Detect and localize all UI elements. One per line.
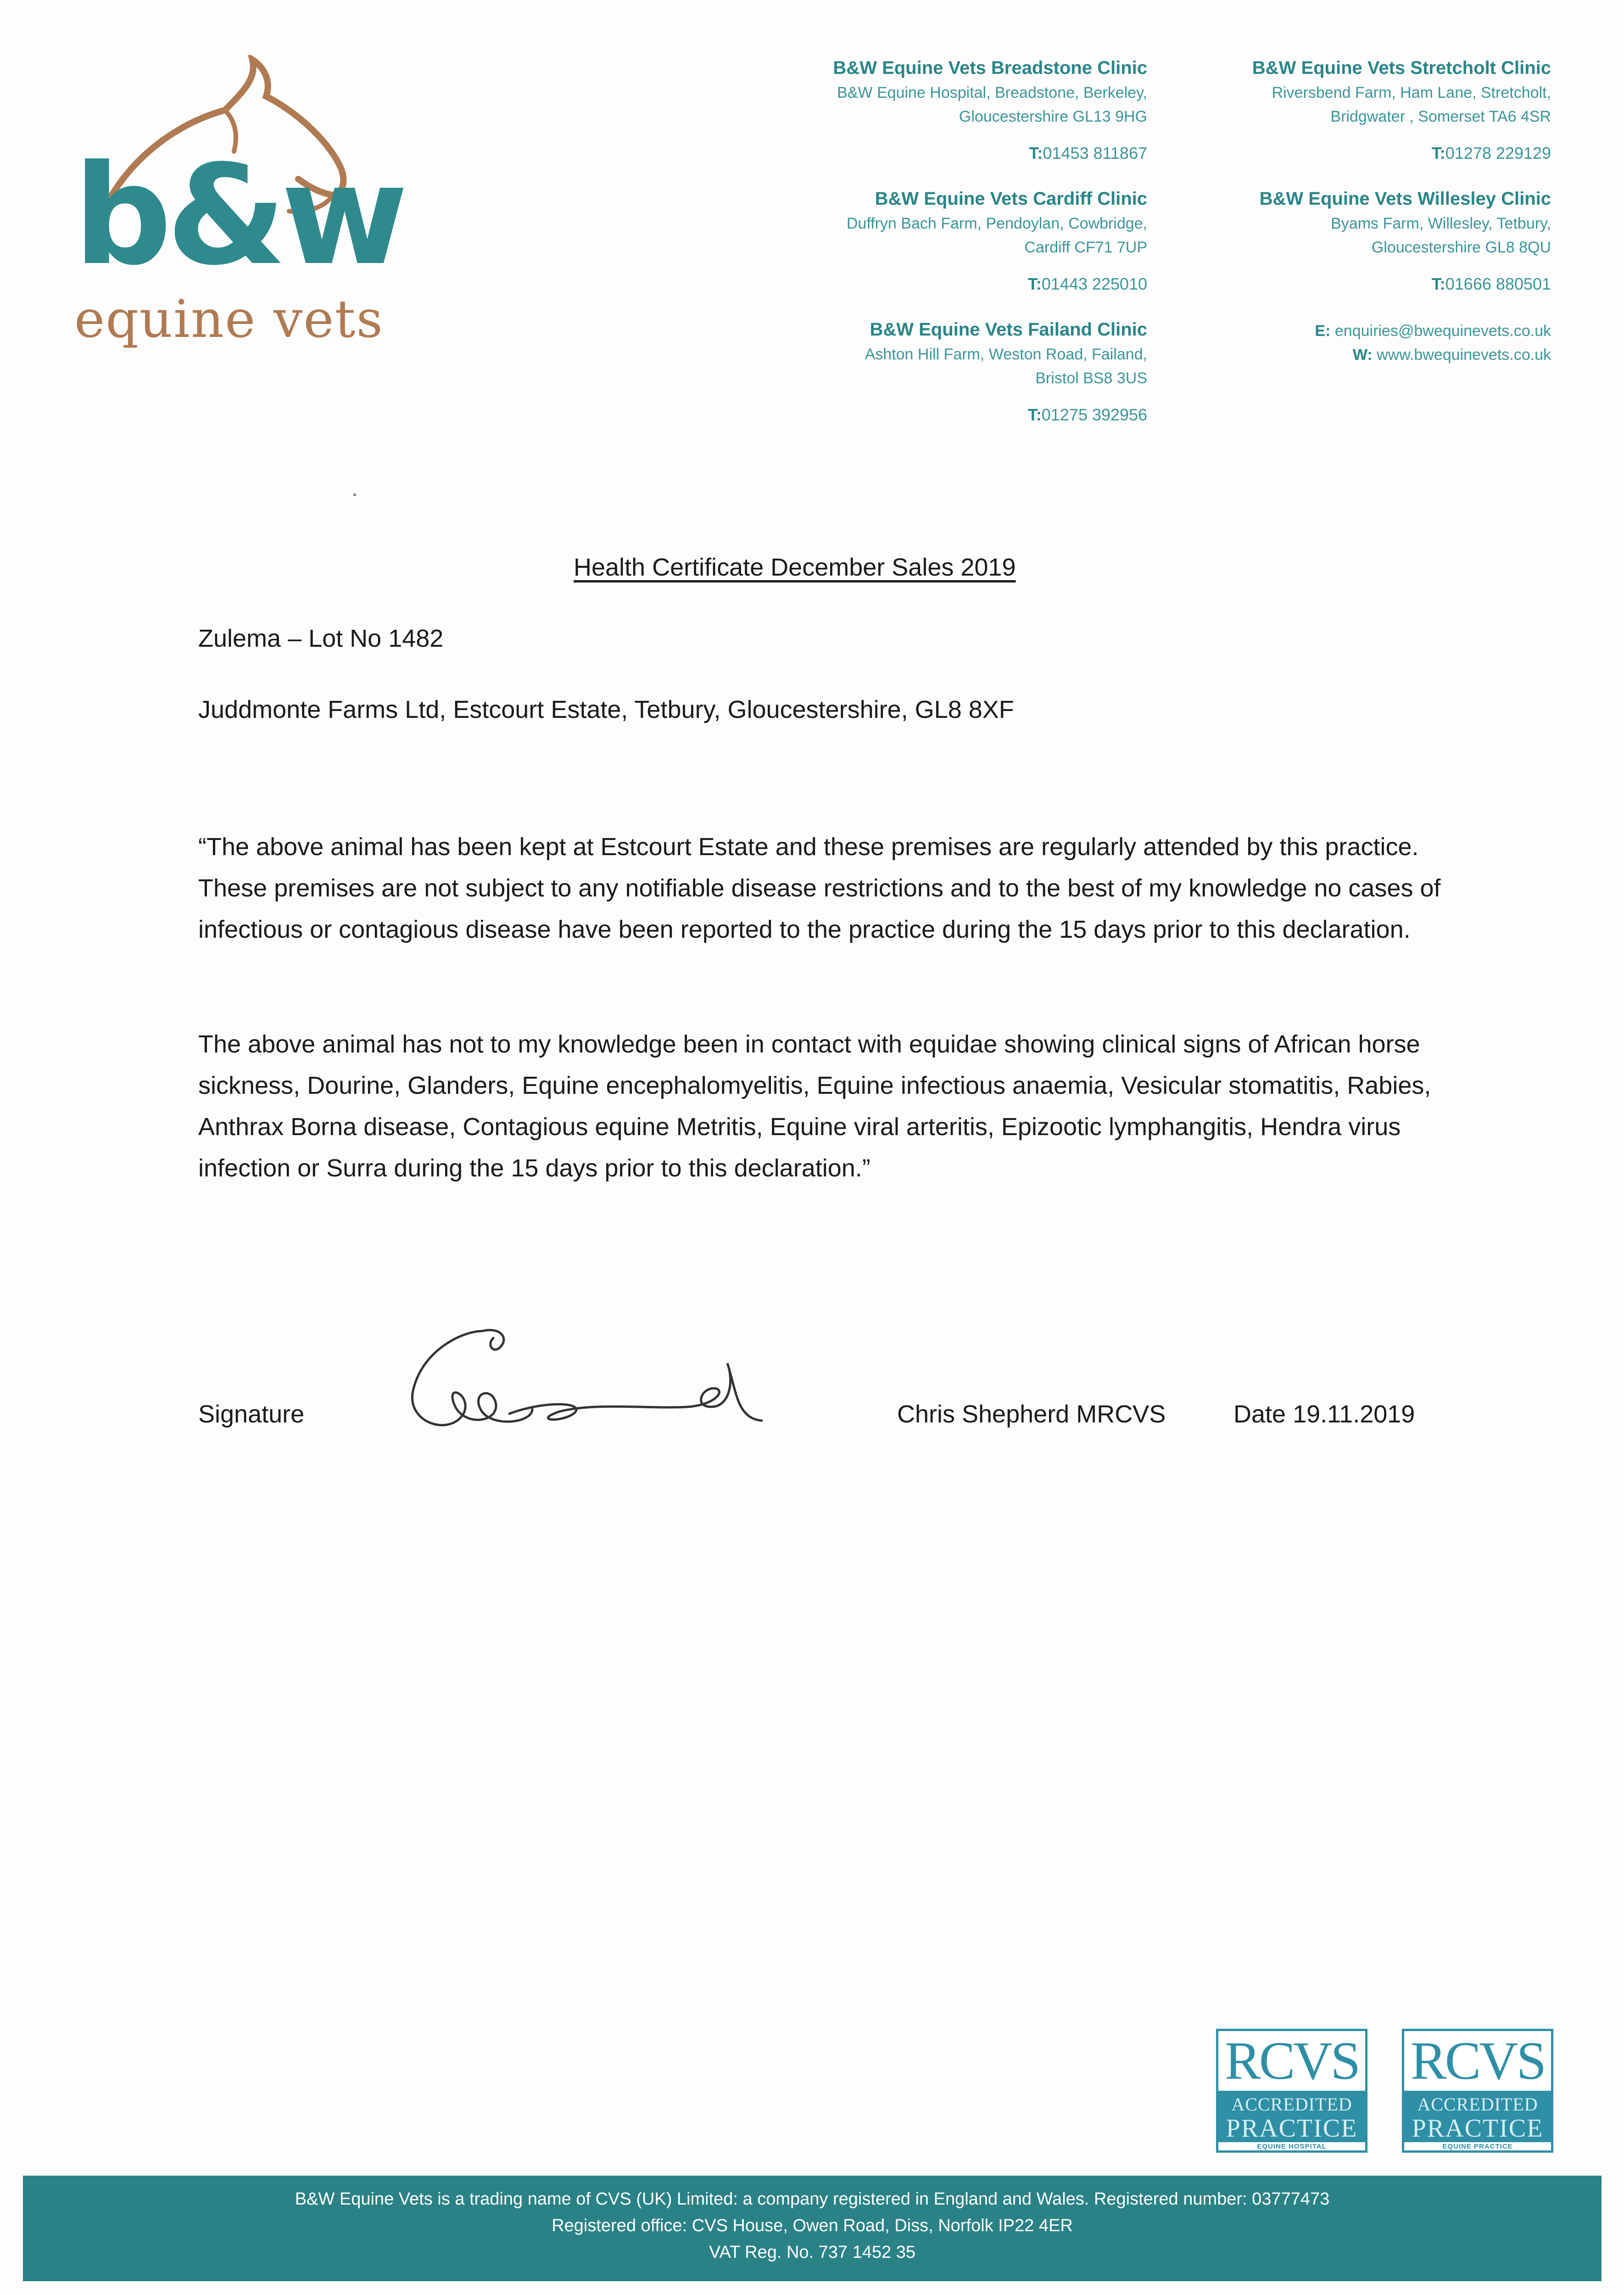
document-title: Health Certificate December Sales 2019 <box>574 554 1016 581</box>
declaration-paragraph-1: “The above animal has been kept at Estcourt Estate and these premises are regularly attended by this practice. These premises are not subject to any notifiable disease restrictions and to the best of my knowledge no cases of infectious or contagious disease have been reported to the practice during the 15 days prior to this declaration. <box>198 833 1441 943</box>
clinic-cardiff <box>734 186 1147 297</box>
clinic-phone <box>734 140 1147 166</box>
phone-number: 01275 392956 <box>1041 405 1147 424</box>
clinic-address-line: Gloucestershire GL8 8QU <box>1371 239 1551 256</box>
phone-label: T: <box>1431 274 1445 293</box>
clinic-address-line: Byams Farm, Willesley, Tetbury, <box>1331 215 1551 232</box>
footer-line: VAT Reg. No. 737 1452 35 <box>709 2243 915 2262</box>
footer-line: Registered office: CVS House, Owen Road, Diss, Norfolk IP22 4ER <box>552 2216 1073 2235</box>
clinic-address-line: B&W Equine Hospital, Breadstone, Berkeley, <box>837 84 1147 101</box>
clinic-name: B&W Equine Vets Failand Clinic <box>870 319 1147 340</box>
footer-line: B&W Equine Vets is a trading name of CVS (UK) Limited: a company registered in England and Wales. Registered number: 03777473 <box>295 2189 1330 2209</box>
clinic-address-line: Bristol BS8 3US <box>1035 369 1147 387</box>
clinic-address-line: Duffryn Bach Farm, Pendoylan, Cowbridge, <box>846 215 1147 232</box>
email-line <box>1138 319 1551 343</box>
clinic-address-line: Cardiff CF71 7UP <box>1024 239 1147 256</box>
clinic-address-line: Riversbend Farm, Ham Lane, Stretcholt, <box>1272 84 1551 101</box>
phone-number: 01443 225010 <box>1041 274 1147 293</box>
animal-lot: Zulema – Lot No 1482 <box>198 625 444 652</box>
web-label: W: <box>1352 346 1373 364</box>
email-label: E: <box>1315 322 1331 340</box>
phone-label: T: <box>1027 274 1042 293</box>
rcvs-badge-hospital <box>1216 2029 1367 2153</box>
clinic-breadstone <box>734 55 1147 166</box>
phone-label: T: <box>1029 144 1043 162</box>
clinic-stretcholt <box>1138 55 1551 166</box>
email-link[interactable]: enquiries@bwequinevets.co.uk <box>1334 322 1551 340</box>
badge-caption: EQUINE HOSPITAL <box>1257 2143 1327 2150</box>
badge-line: ACCREDITED <box>1231 2094 1352 2115</box>
logo-brand: b&w <box>73 135 403 296</box>
rcvs-badge-practice <box>1402 2029 1553 2153</box>
badge-title: RCVS <box>1410 2031 1545 2091</box>
clinic-name: B&W Equine Vets Willesley Clinic <box>1259 189 1551 209</box>
contact-info <box>1138 319 1551 367</box>
badge-line: PRACTICE <box>1226 2114 1358 2143</box>
badge-band <box>1404 2091 1551 2142</box>
clinic-phone <box>1138 271 1551 297</box>
clinic-phone <box>734 402 1147 428</box>
badge-title: RCVS <box>1224 2031 1359 2091</box>
handwritten-signature <box>395 1313 789 1446</box>
web-line <box>1138 343 1551 367</box>
phone-number: 01666 880501 <box>1445 274 1551 293</box>
clinic-phone <box>734 271 1147 297</box>
clinic-address-line: Gloucestershire GL13 9HG <box>959 108 1147 125</box>
logo-tagline: equine vets <box>74 290 384 349</box>
clinic-failand <box>734 317 1147 428</box>
signature-label: Signature <box>198 1400 305 1428</box>
footer-bar <box>23 2176 1602 2281</box>
clinic-phone <box>1138 140 1551 166</box>
badge-line: ACCREDITED <box>1417 2094 1538 2115</box>
clinic-name: B&W Equine Vets Cardiff Clinic <box>875 189 1147 209</box>
clinic-willesley <box>1138 186 1551 297</box>
phone-label: T: <box>1431 144 1445 162</box>
vet-name: Chris Shepherd MRCVS <box>897 1400 1166 1428</box>
web-link[interactable]: www.bwequinevets.co.uk <box>1377 346 1551 364</box>
scan-speck <box>353 493 356 496</box>
phone-number: 01278 229129 <box>1445 144 1551 162</box>
declaration-paragraph-2: The above animal has not to my knowledge been in contact with equidae showing clinical signs of African horse sickness, Dourine, Glanders, Equine encephalomyelitis, Equine infectious anaemia, Vesicular stomatitis, Rabies, Anthrax Borna disease, Contagious equine Metritis, Equine viral arteritis, Epizootic lymphangitis, Hendra virus infection or Surra during the 15 days prior to this declaration.” <box>198 1030 1431 1182</box>
clinic-name: B&W Equine Vets Breadstone Clinic <box>833 58 1147 78</box>
phone-number: 01453 811867 <box>1043 144 1147 162</box>
signature-date: Date 19.11.2019 <box>1233 1400 1415 1428</box>
badge-caption: EQUINE PRACTICE <box>1442 2143 1513 2150</box>
clinic-address-line: Ashton Hill Farm, Weston Road, Failand, <box>865 346 1147 363</box>
logo <box>69 55 403 349</box>
owner-address: Juddmonte Farms Ltd, Estcourt Estate, Tetbury, Gloucestershire, GL8 8XF <box>198 696 1014 723</box>
badge-line: PRACTICE <box>1412 2114 1544 2143</box>
phone-label: T: <box>1027 405 1042 424</box>
badge-band <box>1218 2091 1365 2142</box>
clinic-address-line: Bridgwater , Somerset TA6 4SR <box>1330 108 1551 125</box>
clinic-name: B&W Equine Vets Stretcholt Clinic <box>1252 58 1551 78</box>
